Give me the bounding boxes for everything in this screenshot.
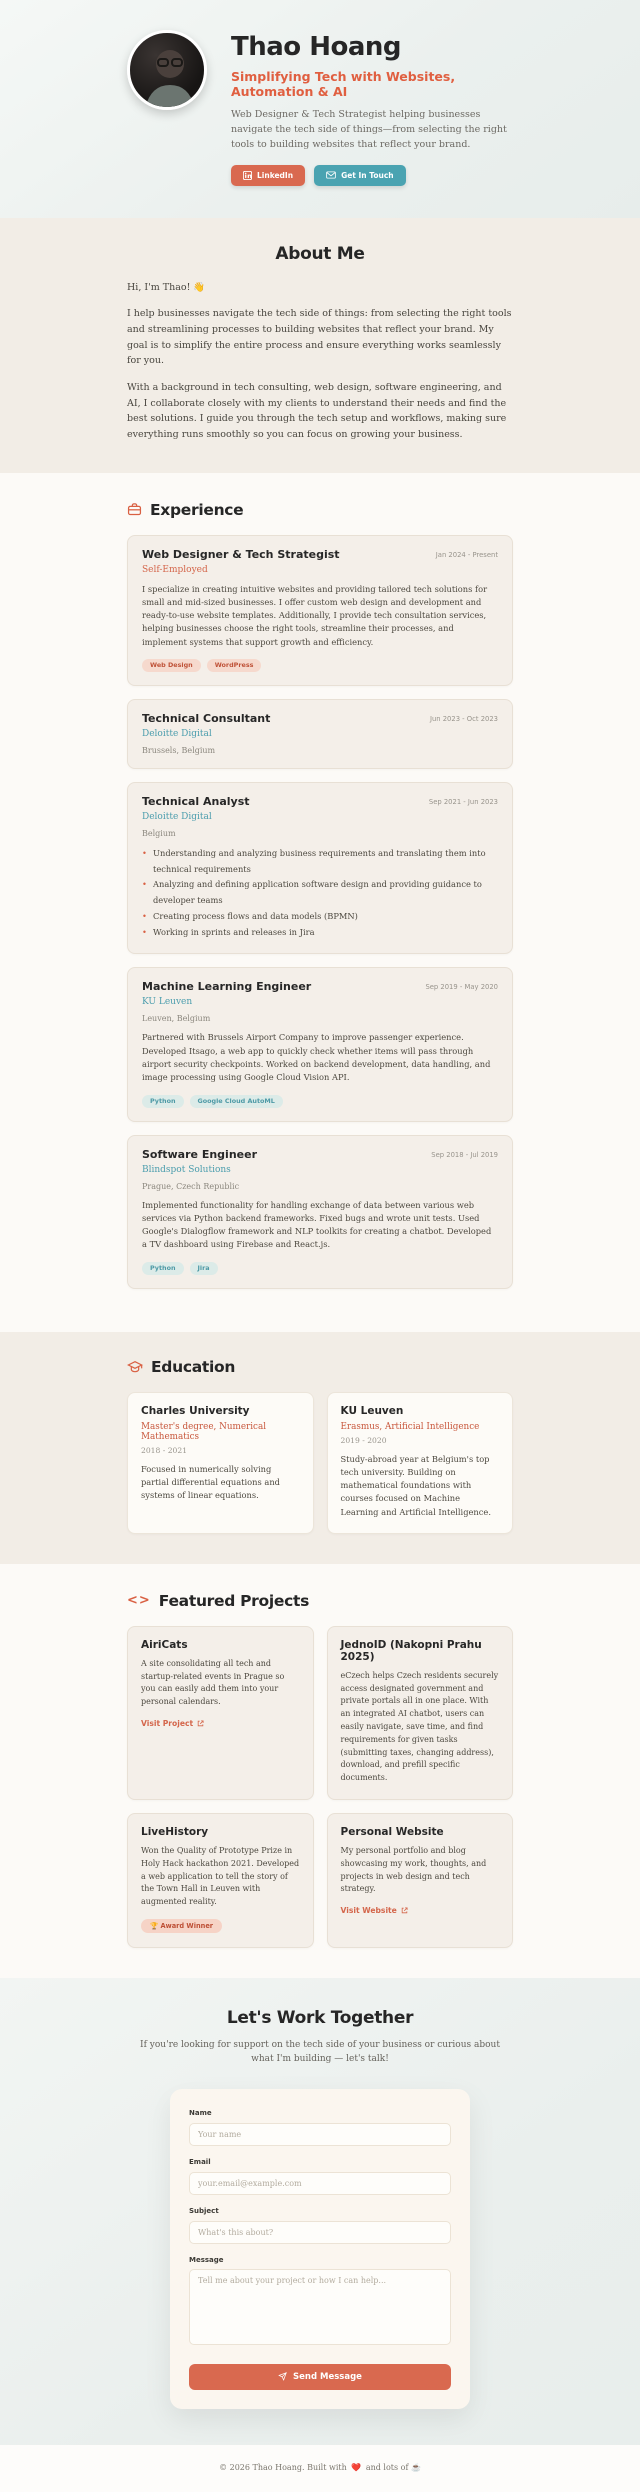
job-bullet: • Creating process flows and data models (BPMN): [142, 909, 498, 925]
job-location: Belgium: [142, 828, 176, 838]
skill-tag: Web Design: [142, 659, 201, 672]
hero-tagline: Simplifying Tech with Websites, Automation & AI: [231, 69, 456, 99]
experience-section: [0, 473, 640, 1332]
education-title: Education: [151, 1357, 236, 1376]
footer-text-suffix: and lots of ☕: [365, 2462, 421, 2472]
about-paragraph-1: I help businesses navigate the tech side of things: from selecting the right tools and streamlining processes to building websites that reflect your brand. My goal is to simplify the entire process and ensure everything works seamlessly for you.: [127, 308, 512, 367]
job-title: Technical Consultant: [142, 711, 271, 725]
job-description: Partnered with Brussels Airport Company to improve passenger experience. Developed Itsago, a web app to quickly check whether items will pass through airport security checkpoints. Worked on backend development, data handling, and image processing using Google Cloud Vision API.: [142, 1032, 491, 1083]
get-in-touch-button-label: Get In Touch: [341, 170, 394, 180]
award-winner-badge: 🏆 Award Winner: [141, 1919, 222, 1933]
job-date: Jun 2023 - Oct 2023: [429, 714, 498, 723]
project-description: eCzech helps Czech residents securely access designated government and private portals all in one place. With an integrated AI chatbot, users can easily navigate, save time, and find requirements for given tasks (submitting taxes, changing address), download, and prefill specific documents.: [340, 1670, 499, 1783]
page-title: Thao Hoang: [231, 32, 401, 62]
project-title: LiveHistory: [141, 1826, 209, 1839]
job-date: Sep 2021 - Jun 2023: [428, 797, 498, 806]
experience-title: Experience: [150, 500, 244, 519]
code-icon: <>: [127, 1593, 151, 1609]
skill-tag: Python: [142, 1095, 184, 1108]
job-company: Deloitte Digital: [142, 811, 212, 822]
skill-tag: Google Cloud AutoML: [190, 1095, 283, 1108]
send-message-button[interactable]: [189, 2364, 451, 2390]
school-years: 2018 - 2021: [141, 1445, 188, 1455]
job-date: Sep 2019 - May 2020: [425, 983, 498, 992]
contact-section: [0, 1978, 640, 2445]
school-description: Study-abroad year at Belgium's top tech university. Building on mathematical foundations with courses focused on Machine Learning and Artificial Intelligence.: [340, 1453, 491, 1517]
school-years: 2019 - 2020: [340, 1435, 387, 1445]
education-card-ku-leuven: [327, 1392, 514, 1534]
skill-tag: Jira: [190, 1262, 218, 1275]
job-bullet: • Working in sprints and releases in Jira: [142, 925, 498, 941]
message-label: Message: [189, 2255, 224, 2264]
paper-plane-icon: [278, 2372, 287, 2381]
job-location: Brussels, Belgium: [142, 745, 216, 755]
hero-section: [0, 0, 640, 218]
job-title: Machine Learning Engineer: [142, 980, 312, 994]
education-section: [0, 1332, 640, 1564]
envelope-icon: [326, 171, 336, 179]
project-title: JednoID (Nakopni Prahu 2025): [340, 1638, 482, 1663]
visit-project-link-label: Visit Project: [141, 1719, 194, 1729]
page-footer: [0, 2445, 640, 2492]
experience-card-ml-engineer: [127, 967, 513, 1121]
experience-card-software-engineer: [127, 1135, 513, 1289]
school-degree: Master's degree, Numerical Mathematics: [141, 1421, 267, 1442]
project-title: AiriCats: [141, 1638, 188, 1651]
hero-description: Web Designer & Tech Strategist helping businesses navigate the tech side of things—from selecting the right tools to building websites that reflect your brand.: [231, 109, 507, 151]
linkedin-icon: [243, 171, 252, 180]
visit-project-link[interactable]: [141, 1719, 300, 1728]
education-card-charles-university: [127, 1392, 314, 1534]
projects-section: [0, 1564, 640, 1978]
school-name: Charles University: [141, 1404, 250, 1417]
job-company: Deloitte Digital: [142, 728, 212, 739]
job-description: Implemented functionality for handling exchange of data between various web services via Python backend frameworks. Fixed bugs and wrote unit tests. Used Google's Dialogflow framework and NLP toolkits for creating a chatbot. Developed a TV dashboard using Firebase and React.js.: [142, 1199, 492, 1250]
school-degree: Erasmus, Artificial Intelligence: [340, 1421, 480, 1432]
profile-photo: [127, 30, 207, 110]
message-textarea[interactable]: [189, 2269, 451, 2345]
job-date: Jan 2024 - Present: [435, 550, 498, 559]
project-card-personal-website: [327, 1813, 514, 1948]
school-description: Focused in numerically solving partial differential equations and systems of linear equations.: [141, 1463, 280, 1501]
email-label: Email: [189, 2157, 211, 2166]
job-location: Prague, Czech Republic: [142, 1181, 240, 1191]
projects-title: Featured Projects: [158, 1591, 310, 1610]
project-description: Won the Quality of Prototype Prize in Holy Hack hackathon 2021. Developed a web application to tell the story of the Town Hall in Leuven with augmented reality.: [141, 1846, 300, 1907]
experience-card-technical-analyst: [127, 782, 513, 955]
external-link-icon: [401, 1907, 408, 1914]
experience-card-web-designer: [127, 535, 513, 686]
name-input[interactable]: [189, 2123, 451, 2146]
get-in-touch-button[interactable]: [314, 165, 406, 186]
linkedin-button-label: LinkedIn: [257, 170, 294, 180]
email-input[interactable]: [189, 2172, 451, 2195]
job-description: I specialize in creating intuitive websites and providing tailored tech solutions for small and mid-sized businesses. I offer custom web design and development and ready-to-use website templates. Additionally, I provide tech consultation services, helping businesses choose the right tools, streamline their processes, and implement systems that support growth and efficiency.: [142, 583, 488, 647]
name-label: Name: [189, 2108, 212, 2117]
job-bullet-list: [142, 846, 498, 941]
external-link-icon: [197, 1720, 204, 1727]
skill-tag: WordPress: [207, 659, 262, 672]
visit-website-link[interactable]: [341, 1906, 500, 1915]
visit-website-link-label: Visit Website: [340, 1906, 397, 1916]
job-title: Web Designer & Tech Strategist: [142, 547, 340, 561]
skill-tag: Python: [142, 1262, 184, 1275]
subject-label: Subject: [189, 2206, 219, 2215]
project-card-livehistory: [127, 1813, 314, 1948]
subject-input[interactable]: [189, 2221, 451, 2244]
job-date: Sep 2018 - Jul 2019: [431, 1150, 498, 1159]
project-description: A site consolidating all tech and startup-related events in Prague so you can easily add them into your personal calendars.: [141, 1658, 285, 1707]
job-title: Technical Analyst: [142, 794, 250, 808]
project-card-jednoid: [327, 1626, 514, 1800]
contact-form: [170, 2089, 470, 2409]
school-name: KU Leuven: [340, 1404, 404, 1417]
contact-subtitle: If you're looking for support on the tech side of your business or curious about what I'm building — let's talk!: [140, 2040, 500, 2065]
job-title: Software Engineer: [142, 1147, 257, 1161]
about-title: About Me: [275, 243, 365, 264]
linkedin-button[interactable]: [231, 165, 305, 186]
about-greeting: Hi, I'm Thao! 👋: [127, 281, 206, 293]
job-company: Blindspot Solutions: [142, 1164, 231, 1175]
project-title: Personal Website: [340, 1826, 444, 1839]
person-silhouette-icon: [130, 33, 207, 110]
footer-text-prefix: © 2026 Thao Hoang. Built with: [219, 2462, 347, 2472]
about-paragraph-2: With a background in tech consulting, web design, software engineering, and AI, I collaborate closely with my clients to understand their needs and find the best solutions. I guide you through the tech setup and workflows, making sure everything runs smoothly so you can focus on growing your business.: [127, 381, 507, 440]
job-company: KU Leuven: [142, 997, 193, 1008]
job-bullet: • Analyzing and defining application software design and providing guidance to developer teams: [142, 877, 498, 909]
job-company: Self-Employed: [142, 564, 208, 575]
contact-title: Let's Work Together: [226, 2008, 414, 2029]
job-bullet: • Understanding and analyzing business requirements and translating them into technical requirements: [142, 846, 498, 878]
experience-card-technical-consultant: [127, 699, 513, 769]
heart-icon: ❤️: [351, 2462, 362, 2472]
job-location: Leuven, Belgium: [142, 1014, 211, 1024]
project-description: My personal portfolio and blog showcasing my work, thoughts, and projects in web design and tech strategy.: [340, 1846, 487, 1894]
briefcase-icon: [127, 502, 142, 517]
send-message-button-label: Send Message: [293, 2371, 362, 2382]
graduation-cap-icon: [127, 1360, 143, 1374]
project-card-airicats: [127, 1626, 314, 1800]
about-section: [0, 218, 640, 473]
